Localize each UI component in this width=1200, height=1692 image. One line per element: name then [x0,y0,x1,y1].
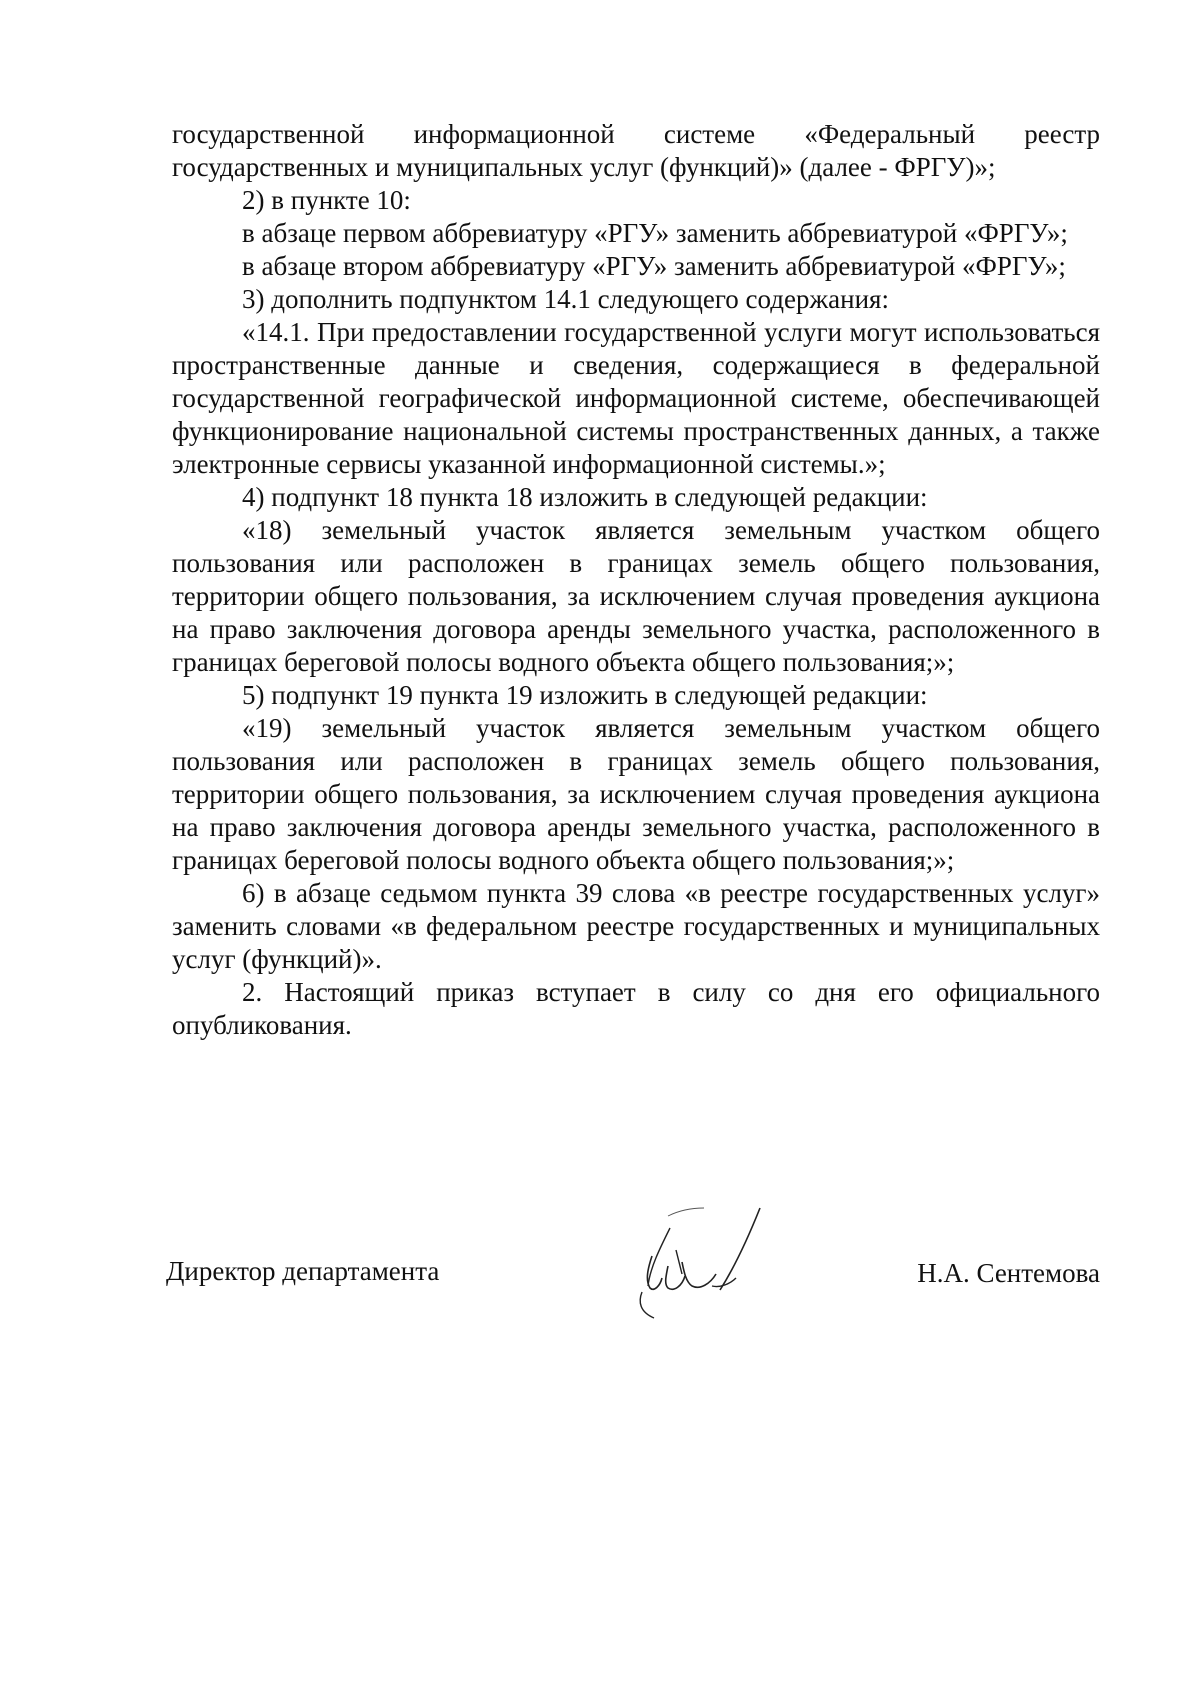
paragraph: 4) подпункт 18 пункта 18 изложить в следующей редакции: [242,482,928,512]
signatory-position: Директор департамента [166,1256,440,1286]
paragraph: 5) подпункт 19 пункта 19 изложить в следующей редакции: [242,680,928,710]
paragraph: 6) в абзаце седьмом пункта 39 слова «в реестре государственных услуг» заменить словами «в федеральном реестре государственных и муниципальных услуг (функций)». [172,878,1100,974]
paragraph: 3) дополнить подпунктом 14.1 следующего содержания: [242,284,889,314]
document-body [172,118,1100,1042]
paragraph: государственной информационной системе «Федеральный реестр государственных и муниципальных услуг (функций)» (далее - ФРГУ)»; [172,119,1100,182]
paragraph: «19) земельный участок является земельным участком общего пользования или расположен в границах земель общего пользования, территории общего пользования, за исключением случая проведения аукциона на право заключения договора аренды земельного участка, расположенного в границах береговой полосы водного объекта общего пользования;»; [172,713,1100,875]
paragraph: 2. Настоящий приказ вступает в силу со дня его официального опубликования. [172,977,1100,1040]
paragraph: «14.1. При предоставлении государственной услуги могут использоваться пространственные данные и сведения, содержащиеся в федеральной государственной географической информационной системе, обеспечивающей функционирование национальной системы пространственных данных, а также электронные сервисы указанной информационной системы.»; [172,317,1100,479]
handwritten-signature [630,1188,790,1338]
paragraph: в абзаце первом аббревиатуру «РГУ» заменить аббревиатурой «ФРГУ»; [242,218,1068,248]
paragraph: 2) в пункте 10: [242,185,411,215]
paragraph: «18) земельный участок является земельным участком общего пользования или расположен в границах земель общего пользования, территории общего пользования, за исключением случая проведения аукциона на право заключения договора аренды земельного участка, расположенного в границах береговой полосы водного объекта общего пользования;»; [172,515,1100,677]
paragraph: в абзаце втором аббревиатуру «РГУ» заменить аббревиатурой «ФРГУ»; [242,251,1066,281]
signatory-name: Н.А. Сентемова [917,1258,1100,1288]
